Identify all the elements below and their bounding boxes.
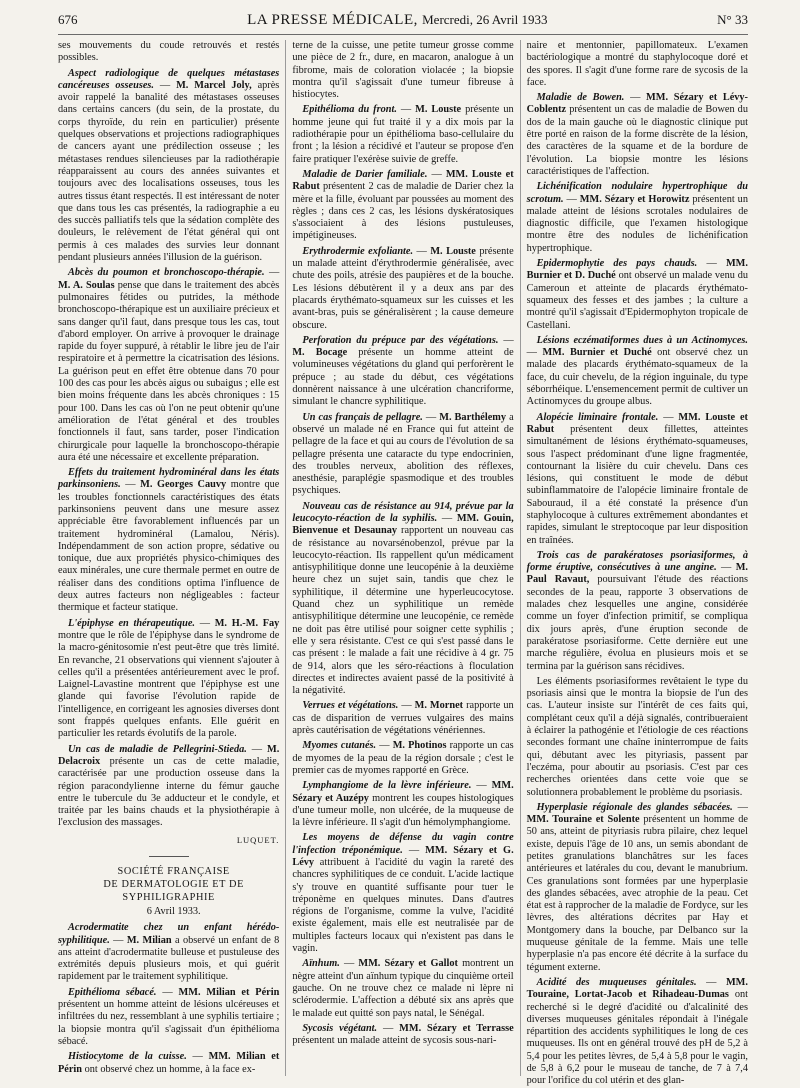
article-author: M. Delacroix (58, 743, 280, 767)
article-body: présentent deux fillettes, atteintes simultanément de lésions érythémato-squameuses, sous l'aspect prédominant d'une ligne fragmentée, contournant la lisière du cuir chevelu. Dans ces lésions, qui constituent le mode de début subinflammatoire de l'alopécie liminaire frontale de Sabouraud, il a été constaté la présence d'un staphylocoque à cultures extrêmement abondantes et rapides, simulant le streptocoque par leur disposition en traînées. (526, 423, 748, 546)
session-date: 6 Avril 1933. (146, 906, 201, 917)
continued-text: terne de la cuisse, une petite tumeur grosse comme une pièce de 2 fr., dure, en macaron, analogue à un fibrome, mais de coloration violacée ; la biopsie montra qu'il s'agissait d'une tumeur fibreuse à histiocytes. (292, 40, 514, 101)
article-paragraph: Hyperplasie régionale des glandes sébacées. — MM. Touraine et Solente présentent un homme de 50 ans, atteint de pityriasis rubra pilaire, chez lequel existe, depuis l'âge de 10 ans, un semis abondant de petites granulations blanchâtres sur les faces antérieures et latérales du cou, devant le manubrium. Ces granulations sont formées par une hyperplasie des glandes sébacées, avec atrophie de la peau. Cet état est à rapprocher de la maladie de Fordyce, sur les lèvres, des altérations décrites par Hay et Montgomery dans la bouche, par Delbanco sur la muqueuse génitale de la femme. Mais une telle hyperplasie n'a pas encore été décrite à la surface du tégument externe. (526, 801, 748, 973)
article-body: présentent un homme de 50 ans, atteint de pityriasis rubra pilaire, chez lequel existe, depuis l'âge de 10 ans, un semis abondant de petites granulations blanchâtres sur les faces antérieures et latérales du cou, devant le manubrium. Ces granulations sont formées par une hyperplasie des glandes sébacées, avec atrophie de la peau. Cet état est à rapprocher de la maladie de Fordyce, sur les lèvres, des altérations décrites par Hay et Montgomery dans la bouche, par Delbanco sur la muqueuse génitale de la femme. Mais une telle hyperplasie n'a pas encore été décrite à la surface du tégument externe. (526, 814, 748, 973)
article-author: M. Milian (126, 934, 172, 946)
article-paragraph: Perforation du prépuce par des végétations. — M. Bocage présente un homme atteint de volumineuses végétations du gland qui perforèrent le prépuce ; au stade du début, ces végétations donnèrent naissance à une ulcération chancriforme, simulant le chancre syphilitique. (292, 334, 514, 408)
article-title: Un cas de maladie de Pellegrini-Stieda. (68, 743, 247, 755)
article-body: présente un homme atteint de volumineuses végétations du gland qui perforèrent le prépuce ; au stade du début, ces végétations donnèrent naissance à une ulcération chancriforme, simulant le chancre syphilitique. (292, 347, 514, 408)
article-author: MM. Sézary et Lévy-Coblentz (526, 92, 748, 116)
journal-title: LA PRESSE MÉDICALE, (247, 12, 418, 28)
article-author: M. Louste (415, 104, 462, 116)
article-title: Sycosis végétant. (302, 1022, 378, 1034)
section-divider (149, 856, 189, 857)
article-paragraph: Abcès du poumon et bronchoscopo-thérapie. — M. A. Soulas pense que dans le traitement des abcès pulmonaires fétides ou putrides, la méthode bronchoscopo-thérapique est un auxiliaire précieux et sans danger qu'il faut, dans presque tous les cas, tout d'abord employer. On arrive à provoquer le drainage rapide du foyer suppuré, à rétablir le libre jeu de l'air respiratoire et à permettre la cicatrisation des lésions. La guérison peut en effet être obtenue dans 70 pour 100 des cas pour les abcès aigus ou subaigus ; elle est bien moins fréquente dans les abcès chroniques : 15 pour 100. Dans les cas où l'on ne peut obtenir qu'une amélioration de l'état général et des troubles fonctionnels il faut, sans tarder, poser l'indication chirurgicale pour laquelle la bronchoscopo-thérapie aura été une nécessaire et excellente préparation. (58, 267, 280, 463)
article-body: présente un cas de cette maladie, caractérisée par une production osseuse dans la région paracondylienne interne du fémur gauche entre le tubercule du 3e adducteur et le condyle, et traitée par les bains chauds et la physiothérapie à l'exclusion des massages. (58, 755, 280, 829)
article-author: MM. Sézary et Auzépy (292, 780, 514, 804)
article-title: Un cas français de pellagre. (302, 411, 423, 423)
article-paragraph: Aspect radiologique de quelques métastases cancéreuses osseuses. — M. Marcel Joly, après avoir rappelé la banalité des métastases osseuses dans certains cancers (du sein, de la prostate, du corps thyroïde, du rein en particulier) présente quelques observations et projections radiographiques de cancers ayant une prédilection osseuse ; les métastases rendues silencieuses par la radiothérapie réapparaissent au cours des années suivantes et toujours avec des localisations osseuses, tous les autres tissus étant respectés. Il est intéressant de noter que dans tous les cas présentés, la radiographie a eu des succès palliatifs tels que la sédation complète des douleurs, le relèvement de l'état général qui ont permis à ces malades des survies leur donnant pendant plusieurs années l'illusion de la guérison. (58, 67, 280, 264)
article-author: M. Photinos (392, 740, 447, 752)
article-title: Lichénification nodulaire hypertrophique du scrotum. (526, 181, 748, 205)
article-author: MM. Milian et Périn (58, 1051, 280, 1075)
article-paragraph: Lymphangiome de la lèvre inférieure. — MM. Sézary et Auzépy montrent les coupes histologiques d'une tumeur molle, non ulcérée, de la muqueuse de la lèvre inférieure. Il s'agit d'un hémolymphangiome. (292, 780, 514, 829)
article-paragraph: Epithélioma du front. — M. Louste présente un homme jeune qui fut traité il y a dix mois par la radiothérapie pour un épithélioma baso-cellulaire du front ; la lésion a récidivé et l'auteur se propose d'en faire pratiquer l'exérèse suivie de greffe. (292, 104, 514, 165)
article-body: pense que dans le traitement des abcès pulmonaires fétides ou putrides, la méthode bronchoscopo-thérapique est un auxiliaire précieux et sans danger qu'il faut, dans presque tous les cas, tout d'abord employer. On arrive à provoquer le drainage rapide du foyer suppuré, à rétablir le libre jeu de l'air respiratoire et à permettre la cicatrisation des lésions. La guérison peut en effet être obtenue dans 70 pour 100 des cas pour les abcès aigus ou subaigus ; elle est bien moins fréquente dans les abcès chroniques : 15 pour 100. Dans les cas où l'on ne peut obtenir qu'une amélioration de l'état général et des troubles fonctionnels il faut, sans tarder, poser l'indication chirurgicale pour laquelle la bronchoscopo-thérapie aura été une nécessaire et excellente préparation. (58, 279, 280, 463)
text-columns (58, 40, 749, 1087)
page-number: 676 (58, 12, 78, 27)
article-title: Aspect radiologique de quelques métastases cancéreuses osseuses. (58, 67, 280, 91)
article-body: présentent un malade atteint de lésions scrotales nodulaires de diagnostic difficile, que l'examen histologique montre être des nodules de lichénification hypertrophique. (526, 193, 748, 254)
article-author: M. Georges Cauvy (140, 479, 227, 491)
article-paragraph: Lichénification nodulaire hypertrophique du scrotum. — MM. Sézary et Horowitz présentent un malade atteint de lésions scrotales nodulaires de diagnostic difficile, que l'examen histologique montre être des nodules de lichénification hypertrophique. (526, 181, 748, 254)
article-body: montre que le rôle de l'épiphyse dans le syndrome de la macro-génitosomie n'est peut-être que très limité. En revanche, 21 observations qui viennent s'ajouter à celles qu'il a présentées antérieurement avec le prof. Laignel-Lavastine montrent que l'épiphyse est une glande qui favorise l'évolution rapide de l'intelligence, en corrigeant les agnosies diverses dont sont frappés quelques enfants. Elle guérit en particulier les retards évolutifs de la parole. (58, 629, 280, 740)
article-paragraph: Histiocytome de la cuisse. — MM. Milian et Périn ont observé chez un homme, à la face ex- (58, 1051, 280, 1075)
article-body: montrent un nègre atteint d'un aïnhum typique du cinquième orteil gauche. On ne trouve chez ce malade ni lèpre ni sclérodermie. L'affection a débuté six ans après que le malade eut quitté son pays natal, le Sénégal. (292, 958, 514, 1019)
article-paragraph: Les moyens de défense du vagin contre l'infection tréponémique. — MM. Sézary et G. Lévy attribuent à l'acidité du vagin la rareté des chancres syphilitiques de ce conduit. L'acide lactique s'y trouve en quantité suffisante pour tuer le tréponème en quelques minutes. Dans d'autres régions de l'organisme, comme la vulve, l'acidité existe également, mais elle est neutralisée par de multiples facteurs locaux qui n'existent pas dans le vagin. (292, 832, 514, 955)
article-body: a observé un malade né en France qui fut atteint de pellagre de la face et qui au cours de l'évolution de sa pellagre présenta une cataracte du type endocrinien, des troubles nerveux, abolition des réflexes, anesthésie, paraplégie spasmodique et des troubles psychiques. (292, 411, 514, 497)
issue-number: N° 33 (717, 12, 748, 27)
article-paragraph: Nouveau cas de résistance au 914, prévue par la leucocyto-réaction de la syphilis. — MM. Gouin, Bienvenue et Desaunay rapportent un nouveau cas de résistance au novarsénobenzol, prévue par la leucocyto-réaction. Ils rappellent qu'un médicament antisyphilitique donne une leucopénie à la deuxième heure chez un sujet sain, tandis que chez le syphilitique, il détermine une hyperleucocytose. Quand chez un syphilitique un remède antisyphilitique détermine une leucopénie, ce remède ne doit pas être utilisé pour soigner cette syphilis ; elle y sera résistante. C'est ce qui s'est passé dans le cas présent : le malade a fait une récidive à 4 gr. 75 de 914, alors que les séro-réactions à floculation directes et indirectes avaient passé de la positivité à la négativité. (292, 500, 514, 697)
article-body: ont observé chez un malade des placards érythémato-squameux de la face, du cuir chevelu, de la région inguinale, du type séborrhéique. L'ensemencement permit de cultiver un Actinomyces du groupe albus. (526, 347, 748, 408)
article-author: MM. Louste et Rabut (292, 168, 514, 193)
article-paragraph: Acidité des muqueuses génitales. — MM. Touraine, Lortat-Jacob et Rihadeau-Dumas ont recherché si le degré d'acidité ou d'alcalinité des diverses muqueuses génitales répondait à l'inégale répartition des accidents syphilitiques le long de ces muqueuses. Ils ont en général trouvé des pH de 5,2 à 5,4 pour les petites lèvres, de 5,4 à 5,8 pour le vagin, de 5,8 à 6,2 pour le museau de tanche, de 7 à 7,4 pour l'orifice du col utérin et des glan- (526, 976, 748, 1087)
society-heading: SOCIÉTÉ FRANÇAISE (117, 866, 230, 877)
article-author: MM. Louste et Rabut (526, 411, 748, 435)
article-body: montre que les troubles fonctionnels caractéristiques des états parkinsoniens peuvent dans une mesure assez appréciable être favorablement influencés par un traitement hydrominéral (Lamalou, Néris). Indépendamment de son action propre, sédative ou tonique, due aux propriétés physico-chimiques des eaux minérales, une cure thermale permet en outre de réaliser dans des conditions optima l'influence de deux autres facteurs non négligeables : facteur thermique et facteur statique. (58, 479, 280, 614)
article-paragraph: Lésions eczématiformes dues à un Actinomyces. — MM. Burnier et Duché ont observé chez un malade des placards érythémato-squameux de la face, du cuir chevelu, de la région inguinale, du type séborrhéique. L'ensemencement permit de cultiver un Actinomyces du groupe albus. (526, 334, 748, 408)
issue-date: Mercredi, 26 Avril 1933 (422, 12, 548, 27)
article-paragraph: Epithélioma sébacé. — MM. Milian et Périn présentent un homme atteint de lésions ulcéreuses et infiltrées du nez, ressemblant à une syphilis tertiaire ; la biopsie montra qu'il s'agissait d'un épithélioma sébacé. (58, 986, 280, 1047)
article-paragraph: Un cas de maladie de Pellegrini-Stieda. — M. Delacroix présente un cas de cette maladie, caractérisée par une production osseuse dans la région paracondylienne interne du fémur gauche entre le tubercule du 3e adducteur et le condyle, et traitée par les bains chauds et la physiothérapie à l'exclusion des massages. (58, 743, 280, 829)
article-title: Acrodermatite chez un enfant hérédo-syphilitique. (58, 922, 280, 946)
article-title: Epidermophytie des pays chauds. (536, 258, 698, 270)
article-title: Aïnhum. (302, 958, 340, 970)
article-title: L'épiphyse en thérapeutique. (68, 617, 195, 629)
article-paragraph: Verrues et végétations. — M. Mornet rapporte un cas de disparition de verrues vulgaires des mains après cautérisation de végétations vénériennes. (292, 700, 514, 737)
article-paragraph: Trois cas de parakératoses psoriasiformes, à forme éruptive, consécutives à une angine. — M. Paul Ravaut, poursuivant l'étude des réactions secondes de la peau, rapporte 3 observations de malades chez lesquelles une angine, considérée comme un foyer d'infection primitif, se compliqua dix jours après, d'une éruption seconde de parakératose psoriasiforme. Cette dernière eut une marche régulière, évolua en plusieurs mois et se termina par la guérison sans récidives. (526, 549, 748, 672)
article-body: poursuivant l'étude des réactions secondes de la peau, rapporte 3 observations de malades chez lesquelles une angine, considérée comme un foyer d'infection primitif, se compliqua dix jours après, d'une éruption seconde de parakératose psoriasiforme. Cette dernière eut une marche régulière, évolua en plusieurs mois et se termina par la guérison sans récidives. (526, 574, 748, 672)
article-title: Lésions eczématiformes dues à un Actinomyces. (536, 334, 748, 346)
article-title: Erythrodermie exfoliante. (302, 245, 414, 257)
article-author: MM. Sézary et Terrasse (399, 1022, 514, 1034)
article-title: Epithélioma du front. (302, 104, 397, 116)
article-title: Maladie de Bowen. (536, 92, 625, 104)
article-author: M. H.-M. Fay (214, 617, 280, 629)
society-heading: DE DERMATOLOGIE ET DE SYPHILIGRAPHIE (103, 879, 244, 903)
journal-masthead (247, 12, 547, 29)
article-body: ont recherché si le degré d'acidité ou d'alcalinité des diverses muqueuses génitales répondait à l'inégale répartition des accidents syphilitiques le long de ces muqueuses. Ils ont en général trouvé des pH de 5,2 à 5,4 pour les petites lèvres, de 5,4 à 5,8 pour le vagin, de 5,8 à 6,2 pour le museau de tanche, de 7 à 7,4 pour l'orifice du col utérin et des glan- (526, 989, 748, 1087)
article-title: Perforation du prépuce par des végétations. (302, 334, 499, 346)
article-author: MM. Burnier et D. Duché (526, 258, 748, 282)
article-author: MM. Touraine et Solente (526, 814, 640, 826)
article-title: Acidité des muqueuses génitales. (536, 976, 697, 988)
article-paragraph: Un cas français de pellagre. — M. Barthélemy a observé un malade né en France qui fut atteint de pellagre de la face et qui au cours de l'évolution de sa pellagre présenta une cataracte du type endocrinien, des troubles nerveux, abolition des réflexes, anesthésie, paraplégie spasmodique et des troubles psychiques. (292, 411, 514, 497)
article-title: Maladie de Darier familiale. (302, 168, 428, 180)
article-title: Nouveau cas de résistance au 914, prévue par la leucocyto-réaction de la syphilis. (292, 500, 514, 524)
article-author: MM. Burnier et Duché (542, 347, 652, 359)
article-author: M. A. Soulas (58, 279, 115, 291)
article-paragraph: Effets du traitement hydrominéral dans les états parkinsoniens. — M. Georges Cauvy montre que les troubles fonctionnels caractéristiques des états parkinsoniens peuvent dans une mesure assez appréciable être favorablement influencés par un traitement hydrominéral (Lamalou, Néris). Indépendamment de son action propre, sédative ou tonique, due aux propriétés physico-chimiques des eaux minérales, une cure thermale permet en outre de réaliser dans des conditions optima l'influence de deux autres facteurs non négligeables : facteur thermique et facteur statique. (58, 467, 280, 614)
article-paragraph: Alopécie liminaire frontale. — MM. Louste et Rabut présentent deux fillettes, atteintes simultanément de lésions érythémato-squameuses, sous l'aspect prédominant d'une ligne fragmentée, contournant la lisière du cuir chevelu. Dans ces lésions, qui constituent le mode de début subinflammatoire de l'alopécie liminaire frontale de Sabouraud, il a été constaté la présence d'un staphylocoque à cultures extrêmement abondantes et rapides, simulant le streptocoque par leur disposition en traînées. (526, 411, 748, 546)
continued-text: ses mouvements du coude retrouvés et restés possibles. (58, 40, 280, 64)
article-title: Effets du traitement hydrominéral dans les états parkinsoniens. (58, 467, 280, 491)
article-paragraph: Maladie de Bowen. — MM. Sézary et Lévy-Coblentz présentent un cas de maladie de Bowen du dos de la main gauche où le diagnostic clinique put être porté en raison de la forme discrète de la lésion, des caractères de la squame et de la bordure de l'évolution. La biopsie montre les lésions caractéristiques de l'affection. (526, 92, 748, 177)
article-paragraph: Sycosis végétant. — MM. Sézary et Terrasse présentent un malade atteint de sycosis sous-nari- (292, 1022, 514, 1047)
body-paragraph: Les éléments psoriasiformes revêtaient le type du psoriasis ainsi que le montra la biopsie de l'un des cas. L'auteur insiste sur l'intérêt de ces faits qui, complétant ceux qu'il a déjà signalés, contribueraient à éclairer la pathogénie et l'étiologie de ces réactions secondes formant une chaîne ininterrompue de faits qui, débutant avec les pityriasis, passent par l'eczéma, pour aboutir au psoriasis. C'est par ces recherches orientées dans cette voie que se solutionnera probablement le problème du psoriasis. (526, 675, 748, 798)
article-paragraph: Epidermophytie des pays chauds. — MM. Burnier et D. Duché ont observé un malade venu du Cameroun et atteinte de placards érythémato-squameux des fesses et des jambes ; la culture a montré qu'il s'agissait d'Epidermophyton tropicale de Castellani. (526, 258, 749, 331)
article-author: MM. Milian et Périn (178, 986, 280, 998)
article-title: Myomes cutanés. (302, 740, 377, 752)
article-body: présentent 2 cas de maladie de Darier chez la mère et la fille, évoluant par poussées au moment des règles ; dans ces 2 cas, les lésions dyskératosiques s'associaient à des lésions pustuleuses, impétigineuses. (292, 181, 514, 242)
article-paragraph: L'épiphyse en thérapeutique. — M. H.-M. Fay montre que le rôle de l'épiphyse dans le syndrome de la macro-génitosomie n'est peut-être que très limité. En revanche, 21 observations qui viennent s'ajouter à celles qu'il a présentées antérieurement avec le prof. Laignel-Lavastine montrent que l'épiphyse est une glande qui favorise l'évolution rapide de l'intelligence, en corrigeant les agnosies diverses dont sont frappés quelques enfants. Elle guérit en particulier les retards évolutifs de la parole. (58, 617, 280, 740)
article-title: Trois cas de parakératoses psoriasiformes, à forme éruptive, consécutives à une angine. (526, 549, 748, 574)
article-body: présente un homme jeune qui fut traité il y a dix mois par la radiothérapie pour un épithélioma baso-cellulaire du front ; la lésion a récidivé et l'auteur se propose d'en faire pratiquer l'exérèse suivie de greffe. (292, 104, 514, 165)
article-body: présentent un cas de maladie de Bowen du dos de la main gauche où le diagnostic clinique put être porté en raison de la forme discrète de la lésion, des caractères de la squame et de la bordure de l'évolution. La biopsie montre les lésions caractéristiques de l'affection. (526, 104, 748, 177)
article-title: Hyperplasie régionale des glandes sébacées. (536, 801, 733, 813)
article-body: présentent un malade atteint de sycosis sous-nari- (292, 1035, 497, 1047)
article-paragraph: Aïnhum. — MM. Sézary et Gallot montrent un nègre atteint d'un aïnhum typique du cinquième orteil gauche. On ne trouve chez ce malade ni lèpre ni sclérodermie. L'affection a débuté six ans après que le malade eut quitté son pays natal, le Sénégal. (292, 958, 514, 1019)
article-body: rapporte un cas de myomes de la peau de la région dorsale ; c'est le premier cas de myomes rapporté en Grèce. (292, 740, 514, 776)
article-body: présente un malade atteint d'érythrodermie généralisée, avec chute des poils, atrésie des paupières et de la bouche. Les lésions débutèrent il y a deux ans par des placards érythémato-squameux sur les cuisses et les avant-bras, puis se généralisèrent ; la cause demeure obscure. (292, 245, 514, 331)
article-title: Lymphangiome de la lèvre inférieure. (302, 780, 472, 792)
article-body: présentent un homme atteint de lésions ulcéreuses et infiltrées du nez, ressemblant à une syphilis tertiaire ; la biopsie montra qu'il s'agissait d'un épithélioma sébacé. (58, 999, 280, 1047)
article-title: Histiocytome de la cuisse. (68, 1051, 187, 1063)
article-author: M. Paul Ravaut, (526, 562, 748, 586)
article-author: M. Barthélemy (439, 411, 507, 423)
article-author: M. Mornet (414, 700, 464, 712)
article-author: MM. Gouin, Bienvenue et Desaunay (292, 512, 514, 537)
article-body: montrent les coupes histologiques d'une tumeur molle, non ulcérée, de la muqueuse de la lèvre inférieure. Il s'agit d'un hémolymphangiome. (292, 792, 514, 829)
column-2 (285, 40, 513, 1076)
column-1 (58, 40, 279, 1076)
article-author: MM. Touraine, Lortat-Jacob et Rihadeau-Dumas (526, 976, 748, 1001)
article-paragraph: Myomes cutanés. — M. Photinos rapporte un cas de myomes de la peau de la région dorsale ; c'est le premier cas de myomes rapporté en Grèce. (292, 740, 514, 776)
article-body: ont observé un malade venu du Cameroun et atteinte de placards érythémato-squameux des fesses et des jambes ; la culture a montré qu'il s'agissait d'Epidermophyton tropicale de Castellani. (526, 270, 749, 331)
continued-text: naire et mentonnier, papillomateux. L'examen bactériologique a montré du staphylocoque doré et des spores. Il s'agit d'une forme rare de sycosis de la face. (526, 40, 748, 88)
page-header (58, 12, 748, 35)
article-author: M. Bocage (292, 347, 348, 359)
article-title: Epithélioma sébacé. (68, 986, 157, 998)
article-body: rapportent un nouveau cas de résistance au novarsénobenzol, prévue par la leucocyto-réaction. Ils rappellent qu'un médicament antisyphilitique donne une leucopénie à la deuxième heure chez un sujet sain, tandis que chez le syphilitique, il détermine une hyperleucocytose. Quand chez un syphilitique un remède antisyphilitique détermine une leucopénie, ce remède ne doit pas être utilisé pour soigner cette syphilis ; elle y sera résistante. C'est ce qui s'est passé dans le cas présent : le malade a fait une récidive à 4 gr. 75 de 914, alors que les séro-réactions à floculation directes et indirectes avaient passé de la positivité à la négativité. (292, 525, 514, 697)
article-paragraph: Maladie de Darier familiale. — MM. Louste et Rabut présentent 2 cas de maladie de Darier chez la mère et la fille, évoluant par poussées au moment des règles ; dans ces 2 cas, les lésions dyskératosiques s'associaient à des lésions pustuleuses, impétigineuses. (292, 168, 514, 242)
article-title: Verrues et végétations. (302, 700, 399, 712)
article-author: MM. Sézary et Gallot (358, 958, 458, 970)
article-paragraph: Erythrodermie exfoliante. — M. Louste présente un malade atteint d'érythrodermie généralisée, avec chute des poils, atrésie des paupières et de la bouche. Les lésions débutèrent il y a deux ans par des placards érythémato-squameux sur les cuisses et les avant-bras, puis se généralisèrent ; la cause demeure obscure. (292, 245, 514, 331)
article-author: MM. Sézary et G. Lévy (292, 844, 514, 868)
column-3 (520, 40, 749, 1087)
article-body: a observé un enfant de 8 ans atteint d'acrodermatite bulleuse et pustuleuse des extrémités depuis plusieurs mois, et qui guérit rapidement par le traitement syphilitique. (58, 934, 280, 983)
article-body: ont observé chez un homme, à la face ex- (84, 1063, 256, 1075)
article-title: Alopécie liminaire frontale. (536, 411, 659, 423)
article-title: Abcès du poumon et bronchoscopo-thérapie. (68, 267, 265, 279)
author-signature: LUQUET. (236, 834, 280, 845)
article-title: Les moyens de défense du vagin contre l'infection tréponémique. (292, 832, 514, 856)
article-author: M. Louste (430, 245, 476, 257)
article-body: rapporte un cas de disparition de verrues vulgaires des mains après cautérisation de végétations vénériennes. (292, 700, 514, 737)
article-author: MM. Sézary et Horowitz (579, 193, 690, 205)
article-author: M. Marcel Joly, (176, 79, 252, 91)
article-paragraph: Acrodermatite chez un enfant hérédo-syphilitique. — M. Milian a observé un enfant de 8 ans atteint d'acrodermatite bulleuse et pustuleuse des extrémités depuis plusieurs mois, et qui guérit rapidement par le traitement syphilitique. (58, 922, 280, 983)
article-body: après avoir rappelé la banalité des métastases osseuses dans certains cancers (du sein, de la prostate, du corps thyroïde, du rein en particulier) présente quelques observations et projections radiographiques de cancers ayant une prédilection osseuse ; les métastases rendues silencieuses par la radiothérapie réapparaissent au cours des années suivantes et toujours avec des localisations osseuses, tous les autres tissus étant respectés. Il est intéressant de noter que dans tous les cas présentés, la radiographie a eu des succès palliatifs tels que la sédation complète des douleurs, le relèvement de l'état général qui ont permis à ces malades des survies leur donnant pendant plusieurs années l'illusion de la guérison. (58, 79, 280, 264)
article-body: attribuent à l'acidité du vagin la rareté des chancres syphilitiques de ce conduit. L'acide lactique s'y trouve en quantité suffisante pour tuer le tréponème en quelques minutes. Dans d'autres régions de l'organisme, comme la vulve, l'acidité existe également, mais elle est neutralisée par de multiples facteurs locaux qui n'existent pas dans le vagin. (292, 857, 514, 955)
